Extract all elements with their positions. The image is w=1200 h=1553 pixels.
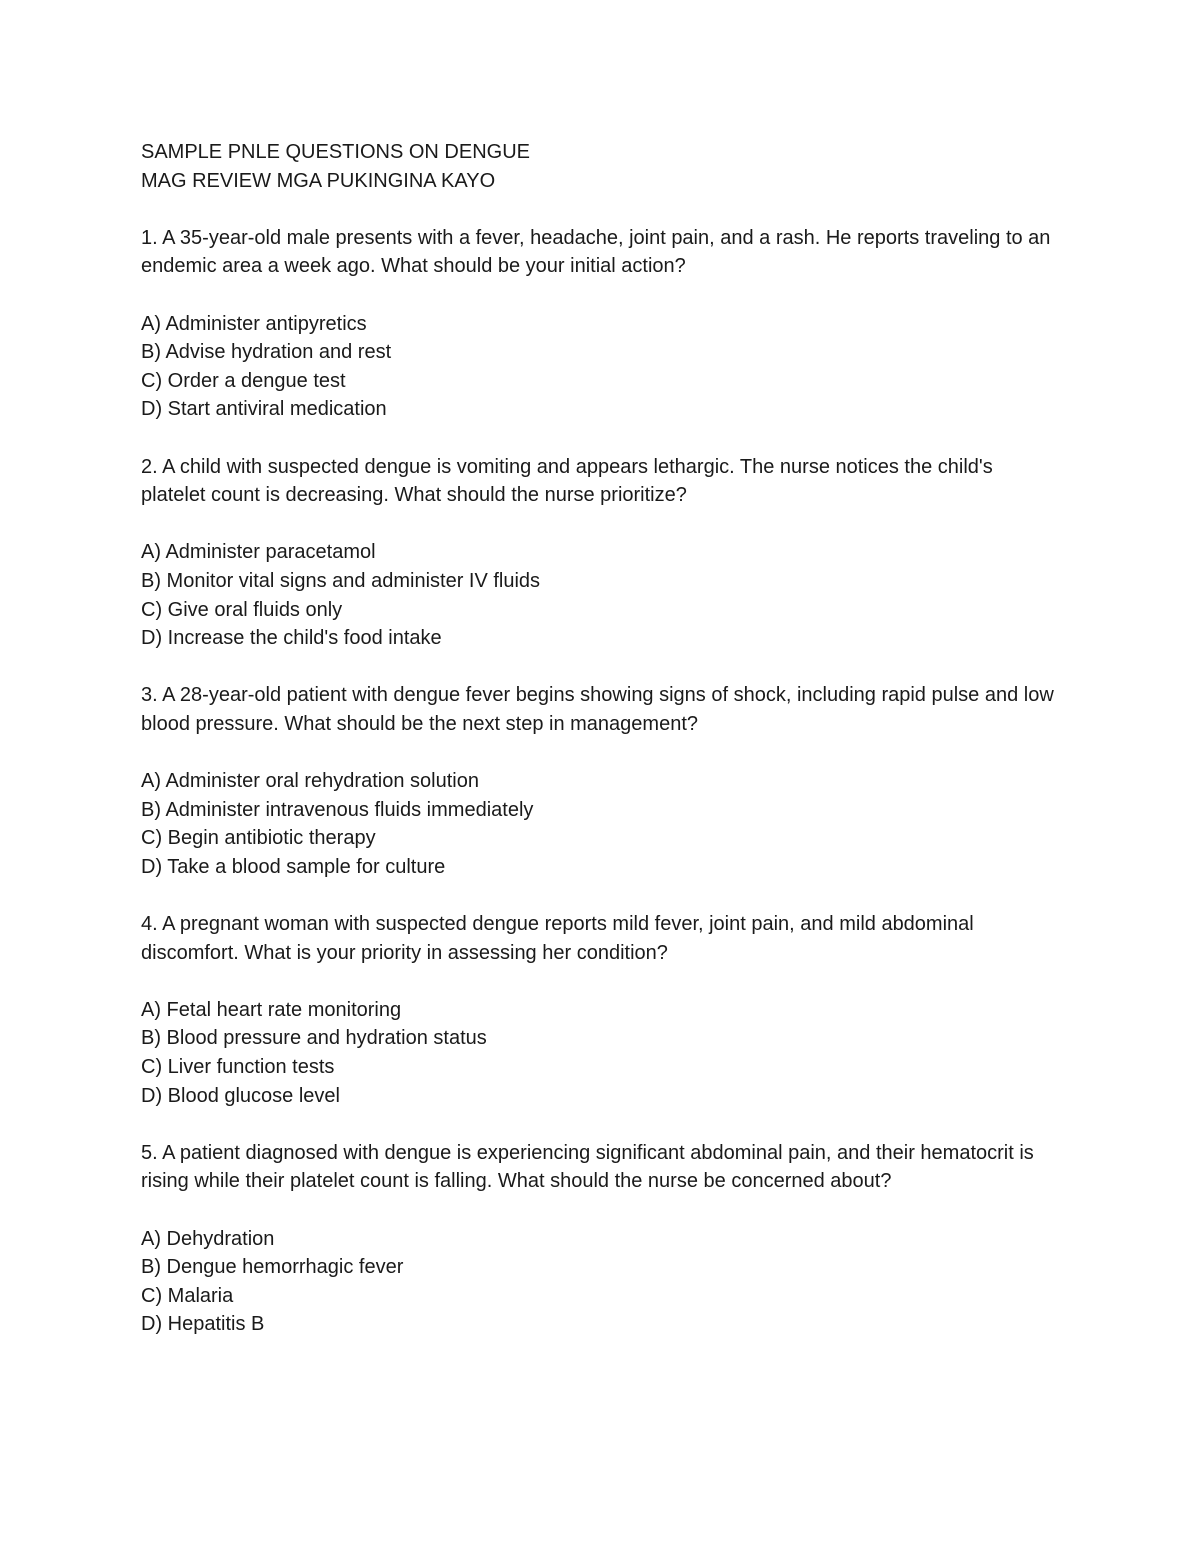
answer-option: B) Advise hydration and rest	[141, 341, 392, 364]
answer-option: A) Dehydration	[141, 1227, 275, 1250]
question-block	[141, 910, 1061, 1110]
spacer	[141, 653, 1061, 682]
question-text: 3. A 28-year-old patient with dengue fever begins showing signs of shock, including rapid pulse and low blood pressure. What should be the next step in management?	[141, 684, 1054, 735]
question-text: 1. A 35-year-old male presents with a fever, headache, joint pain, and a rash. He reports traveling to an endemic area a week ago. What should be your initial action?	[141, 226, 1051, 278]
spacer	[141, 1196, 1061, 1225]
spacer	[141, 881, 1061, 910]
answer-option: B) Monitor vital signs and administer IV fluids	[141, 569, 541, 592]
answer-option: A) Administer paracetamol	[141, 541, 376, 564]
spacer	[141, 967, 1061, 996]
spacer	[141, 510, 1061, 539]
answer-option: D) Start antiviral medication	[141, 398, 387, 421]
document-title: SAMPLE PNLE QUESTIONS ON DENGUE	[141, 141, 530, 163]
question-block	[141, 224, 1061, 424]
question-text: 4. A pregnant woman with suspected dengue reports mild fever, joint pain, and mild abdominal discomfort. What is your priority in assessing her condition?	[141, 913, 974, 964]
spacer	[141, 281, 1061, 310]
answer-option: A) Fetal heart rate monitoring	[141, 998, 402, 1021]
answer-option: C) Give oral fluids only	[141, 598, 343, 621]
answer-option: C) Liver function tests	[141, 1056, 335, 1078]
answer-option: C) Order a dengue test	[141, 369, 346, 392]
spacer	[141, 738, 1061, 767]
answer-option: A) Administer oral rehydration solution	[141, 770, 479, 793]
answer-option: B) Dengue hemorrhagic fever	[141, 1256, 404, 1279]
answer-option: A) Administer antipyretics	[141, 312, 367, 335]
document-body	[141, 138, 1061, 1339]
answer-option: D) Take a blood sample for culture	[141, 855, 446, 878]
question-text: 5. A patient diagnosed with dengue is experiencing significant abdominal pain, and their hematocrit is rising while their platelet count is falling. What should the nurse be concerned about?	[141, 1141, 1034, 1193]
question-block	[141, 1139, 1061, 1339]
question-text: 2. A child with suspected dengue is vomiting and appears lethargic. The nurse notices the child's platelet count is decreasing. What should the nurse prioritize?	[141, 455, 993, 507]
document-subtitle: MAG REVIEW MGA PUKINGINA KAYO	[141, 169, 496, 192]
spacer	[141, 1110, 1061, 1139]
answer-option: B) Blood pressure and hydration status	[141, 1027, 487, 1050]
answer-option: D) Blood glucose level	[141, 1084, 340, 1107]
question-block	[141, 681, 1061, 881]
answer-option: C) Begin antibiotic therapy	[141, 827, 376, 850]
answer-option: B) Administer intravenous fluids immediately	[141, 798, 534, 821]
spacer	[141, 195, 1061, 224]
question-block	[141, 453, 1061, 653]
answer-option: D) Increase the child's food intake	[141, 627, 442, 650]
answer-option: D) Hepatitis B	[141, 1313, 265, 1336]
answer-option: C) Malaria	[141, 1284, 234, 1307]
spacer	[141, 424, 1061, 453]
